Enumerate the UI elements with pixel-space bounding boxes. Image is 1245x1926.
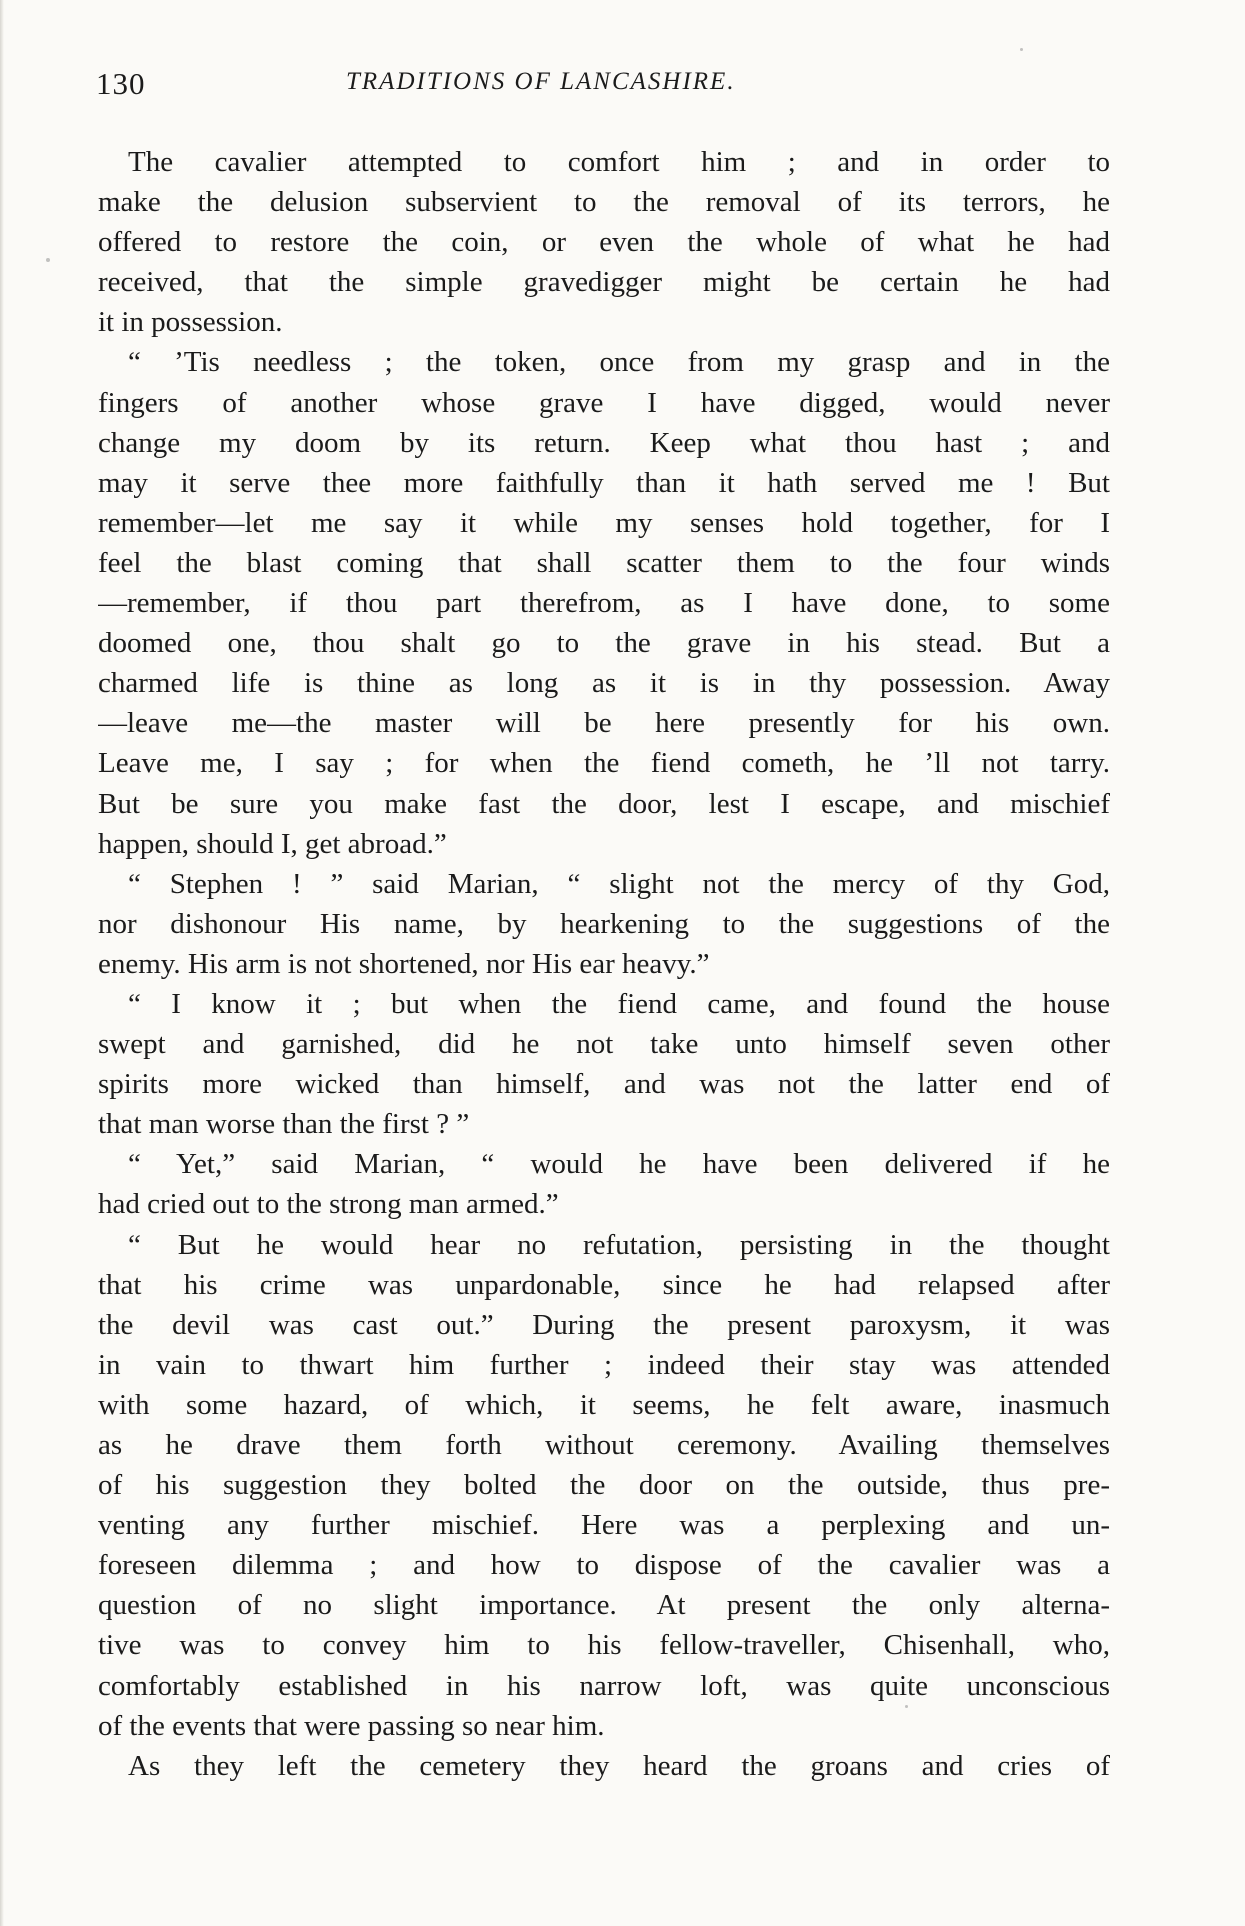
text-line: comfortably established in his narrow loft, was quite unconscious xyxy=(98,1669,1110,1702)
text-line: the devil was cast out.” During the present paroxysm, it was xyxy=(98,1308,1110,1341)
text-line: had cried out to the strong man armed.” xyxy=(98,1188,559,1221)
page-header xyxy=(96,66,1108,106)
text-line: fingers of another whose grave I have digged, would never xyxy=(98,386,1110,419)
text-line: offered to restore the coin, or even the whole of what he had xyxy=(98,226,1110,259)
text-line: received, that the simple gravedigger might be certain he had xyxy=(98,266,1110,299)
paper-speck xyxy=(905,1705,908,1708)
text-line: spirits more wicked than himself, and was not the latter end of xyxy=(98,1068,1110,1101)
text-line: As they left the cemetery they heard the groans and cries of xyxy=(128,1749,1110,1782)
text-line: feel the blast coming that shall scatter them to the four winds xyxy=(98,546,1110,579)
text-line: that his crime was unpardonable, since he had relapsed after xyxy=(98,1268,1110,1301)
page-edge-shadow xyxy=(0,0,4,1926)
text-line: question of no slight importance. At present the only alterna- xyxy=(98,1589,1110,1622)
paper-speck xyxy=(46,258,50,262)
text-line: doomed one, thou shalt go to the grave in his stead. But a xyxy=(98,627,1110,660)
text-line: —leave me—the master will be here presently for his own. xyxy=(98,707,1110,740)
text-line: But be sure you make fast the door, lest I escape, and mischief xyxy=(98,787,1110,820)
text-line: “ But he would hear no refutation, persisting in the thought xyxy=(128,1228,1110,1261)
text-line: foreseen dilemma ; and how to dispose of the cavalier was a xyxy=(98,1549,1110,1582)
text-line: may it serve thee more faithfully than it hath served me ! But xyxy=(98,466,1110,499)
running-title: TRADITIONS OF LANCASHIRE. xyxy=(346,68,736,95)
text-line: “ Yet,” said Marian, “ would he have been delivered if he xyxy=(128,1148,1110,1181)
text-line: change my doom by its return. Keep what thou hast ; and xyxy=(98,426,1110,459)
text-line: of the events that were passing so near him. xyxy=(98,1709,605,1742)
text-line: swept and garnished, did he not take unto himself seven other xyxy=(98,1028,1110,1061)
text-line: venting any further mischief. Here was a perplexing and un- xyxy=(98,1509,1110,1542)
text-line: charmed life is thine as long as it is in thy possession. Away xyxy=(98,667,1110,700)
text-line: Leave me, I say ; for when the fiend cometh, he ’ll not tarry. xyxy=(98,747,1110,780)
text-line: tive was to convey him to his fellow-traveller, Chisenhall, who, xyxy=(98,1629,1110,1662)
text-line: it in possession. xyxy=(98,306,283,339)
text-line: enemy. His arm is not shortened, nor His ear heavy.” xyxy=(98,947,710,980)
text-line: in vain to thwart him further ; indeed their stay was attended xyxy=(98,1348,1110,1381)
page-number: 130 xyxy=(96,66,146,101)
text-line: —remember, if thou part therefrom, as I have done, to some xyxy=(98,587,1110,620)
text-line: remember—let me say it while my senses hold together, for I xyxy=(98,506,1110,539)
text-line: “ ’Tis needless ; the token, once from my grasp and in the xyxy=(128,346,1110,379)
text-line: nor dishonour His name, by hearkening to the suggestions of the xyxy=(98,907,1110,940)
text-line: that man worse than the first ? ” xyxy=(98,1108,470,1141)
body-text xyxy=(98,142,1110,1786)
text-line: of his suggestion they bolted the door on the outside, thus pre- xyxy=(98,1469,1110,1502)
paper-speck xyxy=(1020,48,1023,51)
text-line: happen, should I, get abroad.” xyxy=(98,827,447,860)
text-line: with some hazard, of which, it seems, he felt aware, inasmuch xyxy=(98,1388,1110,1421)
text-line: The cavalier attempted to comfort him ; and in order to xyxy=(128,146,1110,178)
text-line: make the delusion subservient to the removal of its terrors, he xyxy=(98,186,1110,219)
text-line: “ Stephen ! ” said Marian, “ slight not the mercy of thy God, xyxy=(128,867,1110,900)
text-line: as he drave them forth without ceremony. Availing themselves xyxy=(98,1429,1110,1461)
text-line: “ I know it ; but when the fiend came, and found the house xyxy=(128,987,1110,1020)
